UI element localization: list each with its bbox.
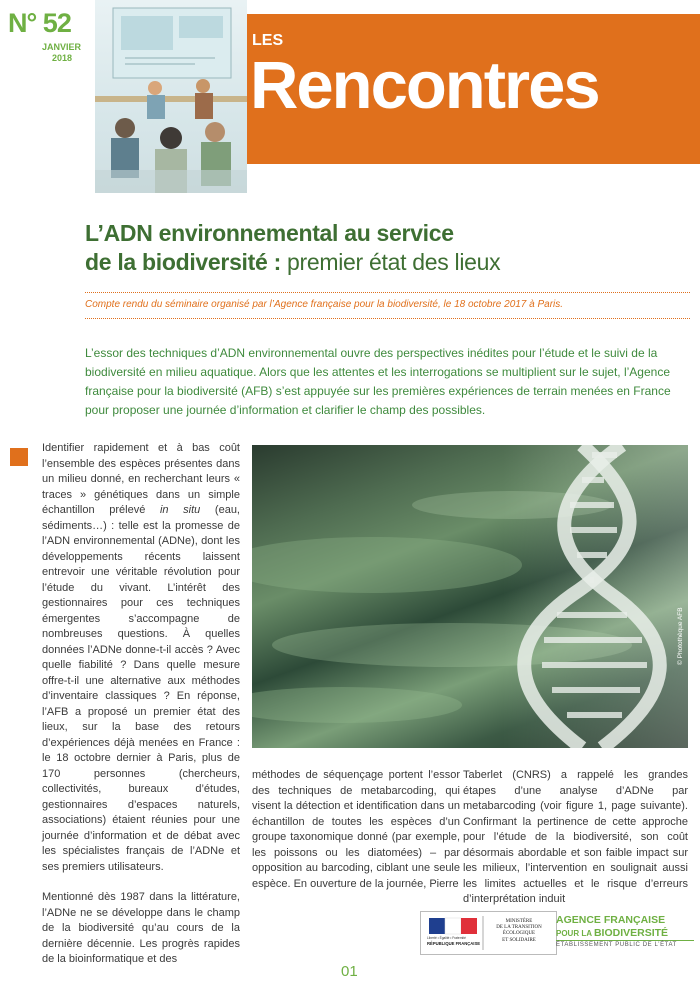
photo-credit: © Photothèque AFB [677, 607, 684, 665]
issue-number: N° 52 [8, 8, 71, 38]
p1-text-b: (eau, sédiments…) : telle est la promesse de l’ADN environnemental (ADNe), dont les développements récents laissent entrevoir une véritable révolution pour l’étude du vivant. L’intérêt des gestionnaires pour ces techniques émergentes s’accompagne de nombreuses questions. À quelles données l’ADNe donne-t-il accès ? Avec quelle fiabilité ? Dans quelle mesure offre-t-il une alternative aux méthodes d’inventaire classiques ? En réponse, l’AFB a proposé un premier état des lieux, sur la base des retours d’expériences déjà menées en France : le 18 octobre dernier à Paris, plus de 170 personnes (chercheurs, collectivités, bureaux d’études, gestionnaires d’espaces naturels, associations) étaient réunies pour une journée d’information et de débat avec les spécialistes français de l’ADNe et ses premiers utilisateurs. [42, 504, 240, 873]
afb-logo-rule [556, 940, 694, 941]
column-3 [463, 768, 688, 908]
ministry-line-1: MINISTÈRE [505, 919, 533, 924]
title-bold-part: de la biodiversité : [85, 249, 281, 275]
paragraph-1 [42, 441, 240, 875]
lead-paragraph [85, 344, 685, 420]
dna-photo [252, 445, 688, 748]
rf-motto: Liberté • Égalité • Fraternité [427, 936, 466, 940]
afb-logo-line2 [556, 927, 668, 939]
paragraph-4: Taberlet (CNRS) a rappelé les grandes étapes d’une analyse d’ADNe par metabarcoding (voir figure 1, page suivante). Confirmant la pertinence de cette approche pour l’étude de la biodiversité, son coût désormais abordable et son faible impact sur les milieux, l’intervention en soulignait aussi les limites actuelles et le risque d’erreurs d’interprétation induit [463, 769, 688, 905]
republique-francaise-logo [420, 911, 557, 955]
ministry-line-4: ET SOLIDAIRE [502, 937, 536, 943]
masthead-title: Rencontres [250, 48, 599, 123]
column-1 [42, 441, 240, 968]
paragraph-3: méthodes de séquençage portent l’essor des techniques de metabarcoding, qui visent la détection et identification dans un échantillon de toutes les espèces d’un groupe taxonomique donné (par exemple, les poissons ou les diatomées) – par opposition au barcoding, ciblant une seule espèce. En ouverture de la journée, Pierre [252, 769, 460, 890]
issue-month: JANVIER [42, 42, 82, 52]
paragraph-2: Mentionné dès 1987 dans la littérature, l’ADNe ne se développe dans le champ de la biodiversité qu’au cours de la dernière décennie. Les progrès rapides de la bioinformatique et des [42, 891, 240, 965]
meeting-illustration [95, 0, 247, 193]
dna-helix-illustration [252, 445, 688, 748]
masthead-les: LES [252, 32, 284, 49]
divider-top [85, 292, 690, 293]
article-title-line2 [85, 249, 500, 276]
section-marker [10, 448, 28, 466]
afb-logo-line3: ÉTABLISSEMENT PUBLIC DE L’ÉTAT [556, 942, 677, 948]
lead-text: L’essor des techniques d’ADN environnemental ouvre des perspectives inédites pour l’étude et le suivi de la biodiversité en milieu aquatique. Alors que les attentes et les interrogations se multiplient sur le sujet, l’Agence française pour la biodiversité (AFB) s’est appuyée sur les premières expériences de terrain menées en France pour proposer une journée d’information et clarifier le champ des possibles. [85, 346, 671, 417]
ministry-name [487, 919, 551, 944]
ministry-line-2: DE LA TRANSITION [496, 925, 542, 931]
divider-bottom [85, 318, 690, 319]
header-illustration [95, 0, 247, 193]
p1-insitu: in situ [159, 504, 201, 516]
afb-logo-line1: AGENCE FRANÇAISE [556, 914, 666, 926]
article-subtitle: Compte rendu du séminaire organisé par l’Agence française pour la biodiversité, le 18 octobre 2017 à Paris. [85, 299, 564, 310]
issue-year: 2018 [52, 53, 73, 63]
ministry-line-3: ÉCOLOGIQUE [502, 931, 536, 937]
page-number: 01 [341, 963, 358, 980]
article-title-line1: L’ADN environnemental au service [85, 220, 454, 246]
afb-bio: BIODIVERSITÉ [593, 927, 669, 939]
rf-name: RÉPUBLIQUE FRANÇAISE [427, 941, 481, 946]
afb-pour: POUR LA [556, 929, 594, 938]
title-light-part: premier état des lieux [280, 249, 501, 275]
p1-text-a: Identifier rapidement et à bas coût l’ensemble des espèces présentes dans un milieu donné, en recherchant leurs « traces » génétiques dans un simple échantillon prélevé [42, 442, 240, 516]
column-2 [252, 768, 460, 892]
